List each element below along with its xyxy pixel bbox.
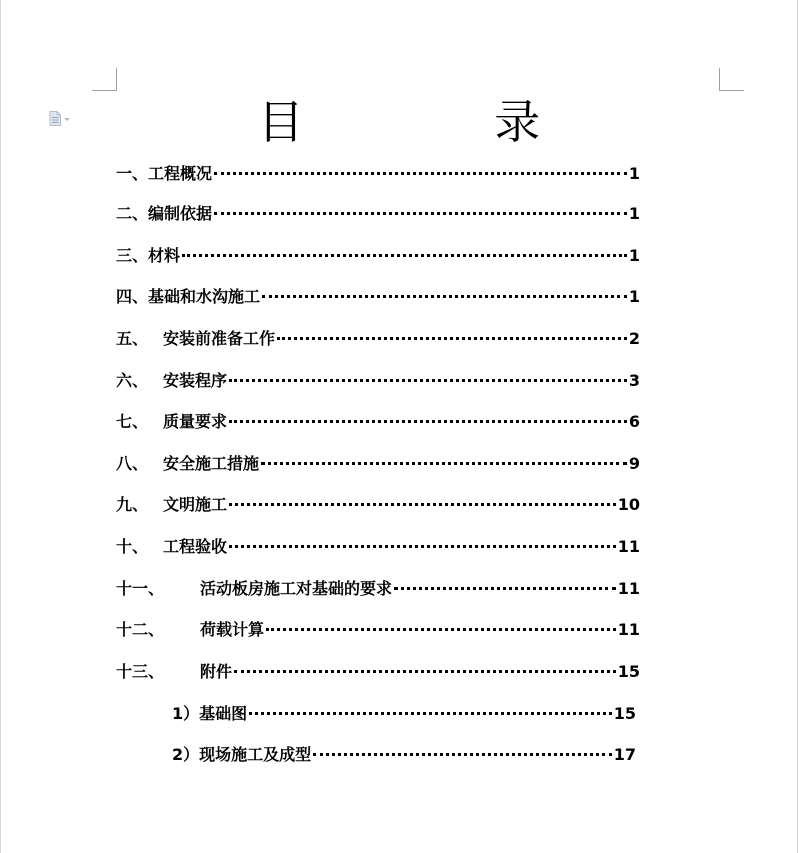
toc-entry-number: 1） [172,704,200,723]
dot-leader [229,379,627,382]
toc-entry-7[interactable] [116,412,640,432]
toc-entry-8[interactable] [116,454,640,474]
toc-entry-page: 17 [613,745,636,764]
dot-leader [229,503,616,506]
toc-entry-15[interactable] [172,745,636,765]
toc-entry-label: 基础和水沟施工 [148,287,261,306]
toc-entry-number: 一、 [116,164,149,183]
dot-leader [234,670,616,673]
toc-entry-label: 现场施工及成型 [199,745,312,764]
toc-entry-page: 11 [617,579,640,598]
dot-leader [261,462,627,465]
toc-entry-page: 3 [628,371,640,390]
toc-entry-label: 附件 [200,662,233,681]
dot-leader [229,545,616,548]
toc-entry-number: 三、 [116,246,149,265]
toc-entry-page: 1 [628,246,640,265]
toc-entry-label: 安装前准备工作 [163,329,276,348]
toc-entry-10[interactable] [116,537,640,557]
toc-entry-5[interactable] [116,329,640,349]
margin-corner-top-left [92,68,117,91]
margin-corner-top-right [719,68,744,91]
dot-leader [266,628,616,631]
toc-entry-2[interactable] [116,204,640,224]
toc-entry-label: 工程概况 [148,164,213,183]
toc-entry-label: 材料 [148,246,181,265]
toc-entry-14[interactable] [172,704,636,724]
toc-entry-label: 质量要求 [163,412,228,431]
toc-entry-label: 编制依据 [148,204,213,223]
toc-entry-label: 基础图 [199,704,248,723]
dot-leader [229,420,627,423]
toc-entry-number: 2） [172,745,200,764]
toc-entry-4[interactable] [116,287,640,307]
dot-leader [214,172,627,175]
toc-entry-page: 2 [628,329,640,348]
dot-leader [249,712,612,715]
toc-entry-13[interactable] [116,662,640,682]
toc-title: 目 录 [257,95,629,149]
toc-entry-page: 15 [617,662,640,681]
toc-entry-page: 11 [617,620,640,639]
toc-entry-number: 九、 [116,495,149,514]
dot-leader [262,295,627,298]
toc-entry-number: 十二、 [116,620,165,639]
toc-entry-label: 荷载计算 [200,620,265,639]
toc-entry-page: 11 [617,537,640,556]
toc-entry-label: 文明施工 [163,495,228,514]
toc-entry-number: 八、 [116,454,149,473]
toc-entry-label: 安全施工措施 [163,454,260,473]
toc-entry-number: 十、 [116,537,149,556]
toc-entry-3[interactable] [116,246,640,266]
toc-entry-1[interactable] [116,164,640,184]
toc-entry-number: 五、 [116,329,149,348]
dot-leader [313,753,612,756]
toc-entry-label: 安装程序 [163,371,228,390]
toc-entry-12[interactable] [116,620,640,640]
toc-entry-label: 活动板房施工对基础的要求 [200,579,393,598]
dot-leader [214,212,627,215]
toc-entry-number: 四、 [116,287,149,306]
toc-entry-number: 七、 [116,412,149,431]
toc-entry-page: 9 [628,454,640,473]
dot-leader [182,254,627,257]
toc-entry-page: 1 [628,287,640,306]
toc-entry-number: 六、 [116,371,149,390]
toc-entry-number: 十三、 [116,662,165,681]
toc-entry-11[interactable] [116,579,640,599]
dot-leader [277,337,627,340]
toc-entry-page: 1 [628,204,640,223]
toc-entry-9[interactable] [116,495,640,515]
toc-entry-page: 6 [628,412,640,431]
toc-entry-number: 二、 [116,204,149,223]
toc-entry-page: 1 [628,164,640,183]
dot-leader [394,587,616,590]
toc-entry-page: 15 [613,704,636,723]
toc-entry-number: 十一、 [116,579,165,598]
toc-entry-6[interactable] [116,371,640,391]
toc-entry-page: 10 [617,495,640,514]
toc-entry-label: 工程验收 [163,537,228,556]
